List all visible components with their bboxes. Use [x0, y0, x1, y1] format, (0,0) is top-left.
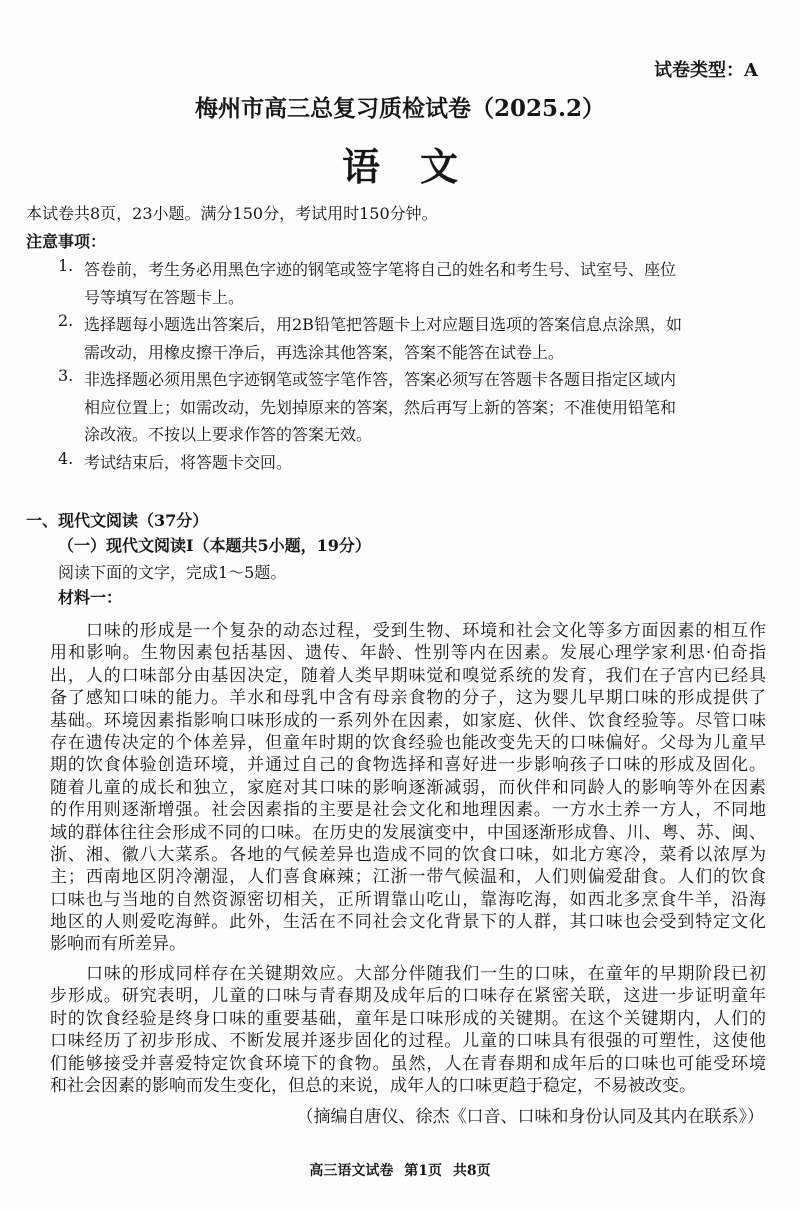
- subsection-heading: （一）现代文阅读Ⅰ（本题共5小题，19分）: [58, 536, 371, 555]
- paragraph-line: 用和影响。生物因素包括基因、遗传、年龄、性别等内在因素。发展心理学家利思·伯奇指: [50, 643, 766, 664]
- paragraph-1: [50, 620, 766, 956]
- paragraph-line: 的作用则逐渐增强。社会因素指的主要是社会文化和地理因素。一方水土养一方人，不同地: [50, 800, 766, 821]
- notice-item-number: 1.: [58, 256, 74, 275]
- notice-item-line: 需改动，用橡皮擦干净后，再选涂其他答案，答案不能答在试卷上。: [84, 342, 565, 362]
- paragraph-line: 时的饮食经验是终身口味的重要基础，童年是口味形成的关键期。在这个关键期内，人们的: [50, 1008, 766, 1029]
- paragraph-line: 备了感知口味的能力。羊水和母乳中含有母亲食物的分子，这为婴儿早期口味的形成提供了: [50, 688, 766, 709]
- notice-item: [58, 256, 768, 311]
- paragraph-line: 主；西南地区阴冷潮湿，人们喜食麻辣；江浙一带气候温和，人们则偏爱甜食。人们的饮食: [50, 867, 766, 888]
- paragraph-line: 基础。环境因素指影响口味形成的一系列外在因素，如家庭、伙伴、饮食经验等。尽管口味: [50, 710, 766, 731]
- notice-heading: 注意事项：: [26, 232, 107, 251]
- paragraph-line: 口味的形成同样存在关键期效应。大部分伴随我们一生的口味，在童年的早期阶段已初: [86, 964, 766, 984]
- paragraph-line: 影响而有所差异。: [50, 934, 186, 955]
- paragraph-2: [50, 963, 766, 1097]
- source-citation: （摘编自唐仪、徐杰《口音、口味和身份认同及其内在联系》）: [296, 1107, 764, 1127]
- section-heading: 一、现代文阅读（37分）: [26, 511, 209, 530]
- paragraph-line: 存在遗传决定的个体差异，但童年时期的饮食经验也能改变先天的口味偏好。父母为儿童早: [50, 732, 766, 753]
- notice-item-line: 非选择题必须用黑色字迹钢笔或签字笔作答，答案必须写在答题卡各题目指定区域内: [84, 370, 677, 389]
- paragraph-line: 口味经历了初步形成、不断发展并逐步固化的过程。儿童的口味具有很强的可塑性，这使他: [50, 1031, 766, 1052]
- notice-item-line: 号等填写在答题卡上。: [84, 287, 245, 307]
- notice-item-number: 2.: [58, 311, 74, 330]
- paragraph-line: 和社会因素的影响而发生变化，但总的来说，成年人的口味更趋于稳定，不易被改变。: [50, 1075, 696, 1096]
- notice-item-line: 考试结束后，将答题卡交回。: [84, 452, 293, 472]
- paragraph-line: 口味也与当地的自然资源密切相关，正所谓靠山吃山，靠海吃海，如西北多烹食牛羊，沿海: [50, 889, 766, 910]
- notice-item-line: 涂改液。不按以上要求作答的答案无效。: [84, 425, 373, 444]
- exam-intro: 本试卷共8页，23小题。满分150分，考试用时150分钟。: [26, 204, 438, 223]
- page-footer: 高三语文试卷 第1页 共8页: [309, 1163, 491, 1179]
- paragraph-line: 地区的人则爱吃海鲜。此外，生活在不同社会文化背景下的人群，其口味也会受到特定文化: [50, 912, 766, 933]
- paragraph-line: 域的群体往往会形成不同的口味。在历史的发展演变中，中国逐渐形成鲁、川、粤、苏、闽、: [50, 822, 766, 843]
- notice-item: [58, 366, 768, 449]
- paper-type-label: 试卷类型：A: [654, 60, 758, 81]
- exam-title: 梅州市高三总复习质检试卷（2025.2）: [194, 95, 606, 122]
- notice-item-line: 答卷前，考生务必用黑色字迹的钢笔或签字笔将自己的姓名和考生号、试室号、座位: [84, 260, 677, 279]
- paragraph-line: 期的饮食体验创造环境，并通过自己的食物选择和喜好进一步影响孩子口味的形成及固化。: [50, 755, 766, 776]
- subject-title: 语文: [341, 144, 498, 189]
- reading-instruction: 阅读下面的文字，完成1～5题。: [58, 563, 287, 582]
- notice-item: [58, 449, 768, 477]
- notice-item-number: 4.: [58, 448, 74, 468]
- paragraph-line: 步形成。研究表明，儿童的口味与青春期及成年后的口味存在紧密关联，这进一步证明童年: [50, 986, 766, 1007]
- paragraph-line: 出，人的口味部分由基因决定，随着人类早期味觉和嗅觉系统的发育，我们在子宫内已经具: [50, 665, 766, 686]
- paragraph-line: 随着儿童的成长和独立，家庭对其口味的影响逐渐减弱，而伙伴和同龄人的影响等外在因素: [50, 777, 766, 798]
- notice-item-number: 3.: [58, 366, 74, 385]
- notice-item-line: 相应位置上；如需改动，先划掉原来的答案，然后再写上新的答案；不准使用铅笔和: [84, 397, 677, 417]
- notice-item: [58, 311, 768, 366]
- paragraph-line: 口味的形成是一个复杂的动态过程，受到生物、环境和社会文化等多方面因素的相互作: [86, 621, 766, 641]
- material-label: 材料一：: [58, 588, 123, 607]
- notice-list: [58, 256, 768, 476]
- paragraph-line: 浙、湘、徽八大菜系。各地的气候差异也造成不同的饮食口味，如北方寒冷，菜肴以浓厚为: [50, 844, 766, 865]
- notice-item-line: 选择题每小题选出答案后，用2B铅笔把答题卡上对应题目选项的答案信息点涂黑，如: [84, 315, 682, 334]
- paragraph-line: 们能够接受并喜爱特定饮食环境下的食物。虽然，人在青春期和成年后的口味也可能受环境: [50, 1053, 766, 1074]
